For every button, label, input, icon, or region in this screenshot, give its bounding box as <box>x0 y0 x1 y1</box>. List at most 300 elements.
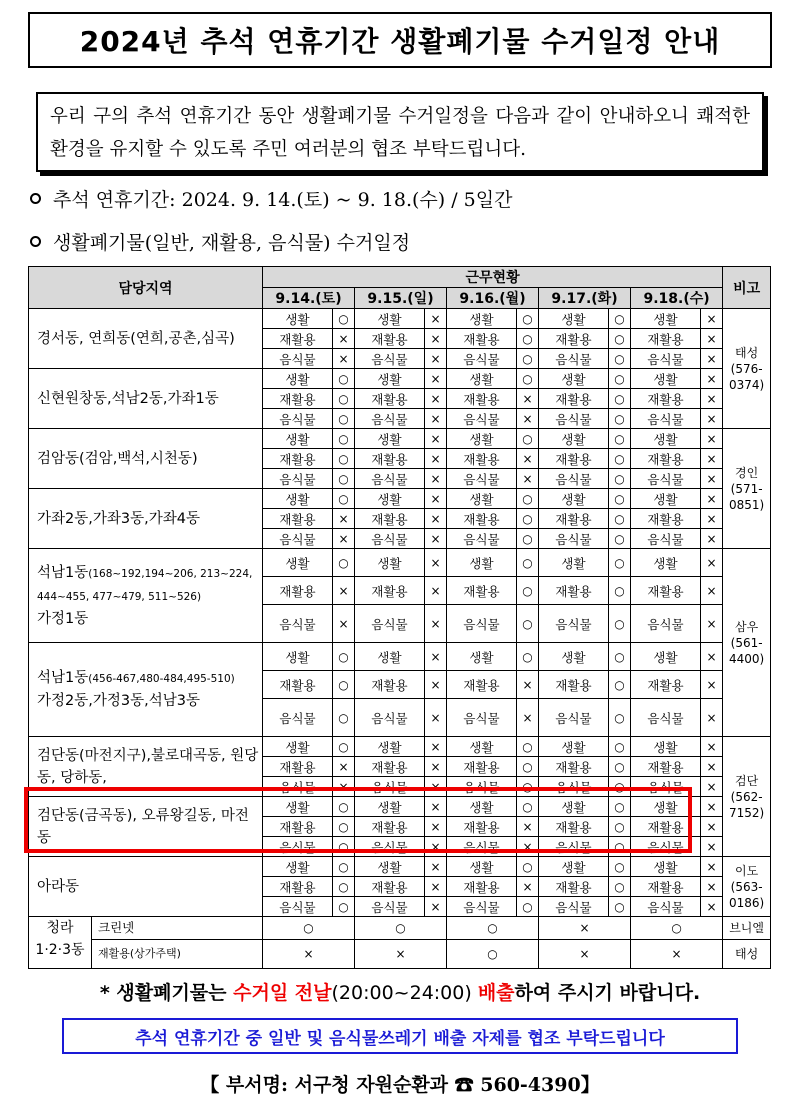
collection-mark: × <box>425 797 447 817</box>
collection-mark: × <box>333 509 355 529</box>
collection-mark: ○ <box>333 671 355 699</box>
collection-mark: ○ <box>609 777 631 797</box>
collection-mark: × <box>701 349 723 369</box>
waste-type: 재활용 <box>631 577 701 605</box>
waste-type: 생활 <box>355 643 425 671</box>
collection-mark: × <box>517 409 539 429</box>
contractor-note: 경인 (571- 0851) <box>723 429 771 549</box>
waste-type: 생활 <box>355 797 425 817</box>
collection-mark: × <box>701 737 723 757</box>
table-row <box>29 489 771 509</box>
waste-type: 음식물 <box>355 777 425 797</box>
waste-type: 음식물 <box>447 699 517 737</box>
collection-mark: × <box>425 857 447 877</box>
cheongna-cell <box>29 917 263 969</box>
contractor-note: 태성 (576- 0374) <box>723 309 771 429</box>
waste-type: 생활 <box>263 309 333 329</box>
waste-type: 생활 <box>263 429 333 449</box>
waste-type: 생활 <box>631 429 701 449</box>
collection-mark: × <box>701 389 723 409</box>
waste-type: 재활용 <box>447 817 517 837</box>
waste-type: 재활용 <box>631 389 701 409</box>
waste-type: 음식물 <box>631 605 701 643</box>
waste-type: 생활 <box>263 797 333 817</box>
table-row <box>29 917 771 940</box>
waste-type: 음식물 <box>263 349 333 369</box>
waste-type: 재활용 <box>447 449 517 469</box>
waste-type: 재활용 <box>631 449 701 469</box>
collection-mark: × <box>539 939 631 968</box>
collection-mark: × <box>701 671 723 699</box>
area-label: 청라 1·2·3동 <box>29 917 92 968</box>
collection-mark: ○ <box>517 777 539 797</box>
collection-mark: ○ <box>333 429 355 449</box>
waste-type: 재활용 <box>355 757 425 777</box>
waste-type: 생활 <box>355 549 425 577</box>
collection-mark: × <box>701 549 723 577</box>
collection-mark: ○ <box>333 469 355 489</box>
area-name <box>29 369 263 429</box>
collection-mark: ○ <box>609 429 631 449</box>
waste-type: 재활용 <box>539 577 609 605</box>
waste-type: 재활용 <box>355 877 425 897</box>
waste-type: 음식물 <box>447 777 517 797</box>
collection-mark: ○ <box>609 369 631 389</box>
collection-mark: × <box>701 309 723 329</box>
date-header: 9.15.(일) <box>355 288 447 309</box>
waste-type: 재활용 <box>631 509 701 529</box>
collection-mark: ○ <box>609 349 631 369</box>
waste-type: 생활 <box>355 737 425 757</box>
waste-type: 음식물 <box>539 605 609 643</box>
collection-mark: × <box>517 877 539 897</box>
waste-type: 재활용 <box>447 671 517 699</box>
collection-mark: × <box>539 917 631 940</box>
waste-type: 음식물 <box>447 349 517 369</box>
area-label: 석남1동 <box>37 670 89 686</box>
collection-mark: × <box>425 877 447 897</box>
header-area: 담당지역 <box>29 267 263 309</box>
collection-mark: ○ <box>333 643 355 671</box>
collection-mark: ○ <box>333 489 355 509</box>
collection-mark: × <box>701 857 723 877</box>
waste-type: 생활 <box>447 737 517 757</box>
disposal-notice <box>0 978 800 1005</box>
recycle-label: 재활용(상가주택) <box>98 947 181 960</box>
collection-mark: × <box>425 369 447 389</box>
bullet-circle-icon <box>30 193 41 204</box>
collection-mark: × <box>701 509 723 529</box>
notice-highlight: 수거일 전날 <box>233 982 332 1004</box>
waste-type: 재활용 <box>447 757 517 777</box>
area-name <box>29 643 263 737</box>
collection-mark: ○ <box>355 917 447 940</box>
collection-mark: ○ <box>609 817 631 837</box>
waste-type: 생활 <box>355 489 425 509</box>
waste-type: 음식물 <box>631 777 701 797</box>
collection-mark: × <box>333 757 355 777</box>
contractor-note: 검단 (562- 7152) <box>723 737 771 857</box>
waste-type: 생활 <box>539 797 609 817</box>
collection-mark: ○ <box>333 369 355 389</box>
collection-mark: × <box>701 429 723 449</box>
collection-mark: × <box>425 449 447 469</box>
collection-mark: × <box>425 777 447 797</box>
collection-mark: × <box>701 643 723 671</box>
waste-type: 음식물 <box>355 605 425 643</box>
collection-mark: ○ <box>263 917 355 940</box>
collection-mark: ○ <box>609 643 631 671</box>
waste-type: 재활용 <box>263 329 333 349</box>
area-label: 석남1동 <box>37 564 89 581</box>
collection-mark: × <box>701 409 723 429</box>
waste-type: 생활 <box>447 643 517 671</box>
waste-type: 음식물 <box>447 409 517 429</box>
collection-mark: × <box>701 469 723 489</box>
collection-mark: × <box>333 329 355 349</box>
waste-type: 생활 <box>539 549 609 577</box>
area-label: 신현원창동,석남2동,가좌1동 <box>37 390 219 407</box>
collection-mark: ○ <box>333 309 355 329</box>
schedule-heading <box>30 228 410 255</box>
area-label: 가좌2동,가좌3동,가좌4동 <box>37 510 200 527</box>
collection-mark: × <box>425 329 447 349</box>
collection-mark: ○ <box>609 529 631 549</box>
waste-type: 생활 <box>631 489 701 509</box>
collection-mark: × <box>333 605 355 643</box>
bullet-circle-icon <box>30 236 41 247</box>
table-row <box>29 857 771 877</box>
collection-mark: ○ <box>333 877 355 897</box>
waste-type: 재활용 <box>631 671 701 699</box>
waste-type: 음식물 <box>355 837 425 857</box>
waste-type: 생활 <box>539 429 609 449</box>
collection-mark: × <box>517 817 539 837</box>
waste-type: 생활 <box>447 429 517 449</box>
waste-type: 생활 <box>447 309 517 329</box>
waste-type: 재활용 <box>263 389 333 409</box>
collection-mark: ○ <box>609 409 631 429</box>
collection-mark: ○ <box>333 797 355 817</box>
collection-mark: × <box>425 671 447 699</box>
collection-mark: ○ <box>609 877 631 897</box>
notice-part: 하여 주시기 바랍니다. <box>514 982 701 1004</box>
collection-mark: ○ <box>609 549 631 577</box>
waste-type: 생활 <box>263 369 333 389</box>
collection-mark: × <box>701 449 723 469</box>
waste-type: 재활용 <box>355 449 425 469</box>
holiday-period <box>30 185 512 212</box>
waste-type: 재활용 <box>539 329 609 349</box>
waste-type: 음식물 <box>631 699 701 737</box>
waste-type: 음식물 <box>447 897 517 917</box>
area-name <box>29 857 263 917</box>
collection-mark: ○ <box>517 329 539 349</box>
waste-type: 재활용 <box>539 817 609 837</box>
collection-mark: ○ <box>333 737 355 757</box>
collection-mark: × <box>333 577 355 605</box>
waste-type: 재활용 <box>539 757 609 777</box>
area-label: 가정1동 <box>37 610 89 627</box>
collection-mark: × <box>425 897 447 917</box>
collection-mark: ○ <box>609 897 631 917</box>
waste-type: 생활 <box>263 643 333 671</box>
contractor-note: 삼우 (561- 4400) <box>723 549 771 737</box>
collection-mark: ○ <box>517 369 539 389</box>
collection-mark: × <box>701 577 723 605</box>
collection-mark: ○ <box>609 757 631 777</box>
area-subrange: (168~192,194~206, 213~224, 444~455, 477~479, 511~526) <box>37 567 253 603</box>
contractor-note: 이도 (563- 0186) <box>723 857 771 917</box>
waste-type: 음식물 <box>539 469 609 489</box>
waste-type: 재활용 <box>539 509 609 529</box>
table-row <box>29 643 771 671</box>
collection-mark: × <box>517 469 539 489</box>
request-banner: 추석 연휴기간 중 일반 및 음식물쓰레기 배출 자제를 협조 부탁드립니다 <box>62 1018 738 1054</box>
waste-type: 음식물 <box>631 349 701 369</box>
schedule-table <box>28 266 771 969</box>
waste-type: 재활용 <box>447 577 517 605</box>
collection-mark: ○ <box>517 349 539 369</box>
clean-label: 크린넷 <box>92 917 262 940</box>
collection-mark: × <box>517 449 539 469</box>
waste-type: 재활용 <box>447 509 517 529</box>
collection-mark: × <box>355 939 447 968</box>
collection-mark: ○ <box>609 699 631 737</box>
collection-mark: ○ <box>609 837 631 857</box>
area-label: 검단동(금곡동), 오류왕길동, 마전동 <box>37 807 249 846</box>
collection-mark: × <box>701 605 723 643</box>
collection-mark: ○ <box>631 917 723 940</box>
waste-type: 생활 <box>355 369 425 389</box>
collection-mark: × <box>701 817 723 837</box>
collection-mark: × <box>333 777 355 797</box>
waste-type: 재활용 <box>631 817 701 837</box>
collection-mark: ○ <box>517 643 539 671</box>
collection-mark: ○ <box>333 549 355 577</box>
notice-part: * 생활폐기물는 <box>99 982 234 1004</box>
collection-mark: ○ <box>333 699 355 737</box>
waste-type: 음식물 <box>447 605 517 643</box>
collection-mark: ○ <box>333 897 355 917</box>
collection-mark: × <box>425 489 447 509</box>
collection-mark: ○ <box>517 577 539 605</box>
collection-mark: ○ <box>609 509 631 529</box>
collection-mark: × <box>517 699 539 737</box>
collection-mark: × <box>425 837 447 857</box>
waste-type: 생활 <box>631 737 701 757</box>
header-status: 근무현황 <box>263 267 723 288</box>
collection-mark: ○ <box>517 737 539 757</box>
collection-mark: ○ <box>447 939 539 968</box>
collection-mark: × <box>425 757 447 777</box>
collection-mark: ○ <box>517 429 539 449</box>
waste-type: 생활 <box>539 309 609 329</box>
waste-type: 재활용 <box>263 577 333 605</box>
waste-type: 생활 <box>631 549 701 577</box>
department-contact: 【 부서명: 서구청 자원순환과 ☎ 560-4390】 <box>200 1074 600 1096</box>
waste-type: 음식물 <box>539 897 609 917</box>
collection-mark: × <box>425 643 447 671</box>
collection-mark: ○ <box>333 837 355 857</box>
waste-type: 재활용 <box>631 877 701 897</box>
collection-mark: ○ <box>517 605 539 643</box>
waste-type: 음식물 <box>263 777 333 797</box>
waste-type: 음식물 <box>355 699 425 737</box>
collection-mark: × <box>425 817 447 837</box>
collection-mark: ○ <box>609 469 631 489</box>
waste-type: 생활 <box>631 369 701 389</box>
area-label: 검단동(마전지구),불로대곡동, 원당동, 당하동, <box>37 747 259 786</box>
area-label: 경서동, 연희동(연희,공촌,심곡) <box>37 330 235 347</box>
collection-mark: ○ <box>447 917 539 940</box>
collection-mark: × <box>425 509 447 529</box>
table-row <box>29 797 771 817</box>
waste-type: 생활 <box>355 429 425 449</box>
notice-highlight: 배출 <box>477 982 515 1004</box>
contractor-note: 브니엘 <box>723 917 771 940</box>
waste-type: 음식물 <box>263 837 333 857</box>
waste-type: 재활용 <box>263 671 333 699</box>
page-title: 2024년 추석 연휴기간 생활폐기물 수거일정 안내 <box>28 12 772 68</box>
collection-mark: ○ <box>609 309 631 329</box>
waste-type: 재활용 <box>263 817 333 837</box>
waste-type: 음식물 <box>631 897 701 917</box>
collection-mark: × <box>425 737 447 757</box>
area-name <box>29 549 263 643</box>
collection-mark: ○ <box>517 757 539 777</box>
area-subrange: (456-467,480-484,495-510) <box>88 673 235 685</box>
collection-mark: ○ <box>609 329 631 349</box>
waste-type: 재활용 <box>539 389 609 409</box>
intro-text: 우리 구의 추석 연휴기간 동안 생활폐기물 수거일정을 다음과 같이 안내하오니 쾌적한 환경을 유지할 수 있도록 주민 여러분의 협조 부탁드립니다. <box>36 92 764 172</box>
collection-mark: × <box>701 529 723 549</box>
waste-type: 음식물 <box>631 469 701 489</box>
collection-mark: ○ <box>333 449 355 469</box>
area-name <box>29 737 263 797</box>
waste-type: 생활 <box>447 369 517 389</box>
collection-mark: ○ <box>609 605 631 643</box>
waste-type: 음식물 <box>631 837 701 857</box>
waste-type: 음식물 <box>355 349 425 369</box>
collection-mark: × <box>333 349 355 369</box>
waste-type: 음식물 <box>263 897 333 917</box>
waste-type: 생활 <box>447 857 517 877</box>
waste-type: 재활용 <box>631 757 701 777</box>
collection-mark: × <box>425 529 447 549</box>
area-name <box>29 797 263 857</box>
waste-type: 재활용 <box>355 509 425 529</box>
collection-mark: ○ <box>517 857 539 877</box>
collection-mark: × <box>701 699 723 737</box>
collection-mark: × <box>517 837 539 857</box>
collection-mark: ○ <box>609 577 631 605</box>
waste-type: 음식물 <box>447 529 517 549</box>
area-name <box>29 309 263 369</box>
collection-mark: × <box>425 429 447 449</box>
collection-mark: ○ <box>333 857 355 877</box>
collection-mark: × <box>425 409 447 429</box>
table-row <box>29 549 771 577</box>
collection-mark: ○ <box>609 797 631 817</box>
waste-type: 음식물 <box>447 837 517 857</box>
waste-type: 생활 <box>539 737 609 757</box>
collection-mark: × <box>425 309 447 329</box>
area-name <box>29 429 263 489</box>
waste-type: 음식물 <box>355 469 425 489</box>
waste-type: 생활 <box>539 643 609 671</box>
waste-type: 재활용 <box>539 449 609 469</box>
collection-mark: ○ <box>333 409 355 429</box>
waste-type: 음식물 <box>263 605 333 643</box>
waste-type: 음식물 <box>539 529 609 549</box>
waste-type: 음식물 <box>355 897 425 917</box>
collection-mark: ○ <box>517 309 539 329</box>
waste-type: 생활 <box>631 309 701 329</box>
waste-type: 음식물 <box>263 699 333 737</box>
waste-type: 재활용 <box>263 449 333 469</box>
collection-mark: ○ <box>517 529 539 549</box>
collection-mark: × <box>631 939 723 968</box>
collection-mark: ○ <box>517 797 539 817</box>
holiday-period-text: 추석 연휴기간: 2024. 9. 14.(토) ~ 9. 18.(수) / 5일간 <box>53 189 513 211</box>
collection-mark: ○ <box>333 817 355 837</box>
collection-mark: × <box>263 939 355 968</box>
collection-mark: ○ <box>517 549 539 577</box>
waste-type: 재활용 <box>447 329 517 349</box>
waste-type: 재활용 <box>447 389 517 409</box>
collection-mark: × <box>701 897 723 917</box>
collection-mark: × <box>425 549 447 577</box>
waste-type: 음식물 <box>539 777 609 797</box>
waste-type: 음식물 <box>631 529 701 549</box>
waste-type: 생활 <box>539 369 609 389</box>
collection-mark: ○ <box>609 489 631 509</box>
collection-mark: × <box>701 877 723 897</box>
date-header: 9.18.(수) <box>631 288 723 309</box>
area-label: 검암동(검암,백석,시천동) <box>37 450 198 467</box>
date-header: 9.17.(화) <box>539 288 631 309</box>
waste-type: 생활 <box>631 857 701 877</box>
collection-mark: × <box>425 349 447 369</box>
waste-type: 재활용 <box>263 509 333 529</box>
collection-mark: ○ <box>517 897 539 917</box>
collection-mark: × <box>333 529 355 549</box>
waste-type: 음식물 <box>631 409 701 429</box>
waste-type: 음식물 <box>263 409 333 429</box>
notice-part: (20:00~24:00) <box>331 982 478 1004</box>
collection-mark: ○ <box>609 857 631 877</box>
collection-mark: × <box>425 605 447 643</box>
waste-type: 음식물 <box>447 469 517 489</box>
waste-type: 생활 <box>447 797 517 817</box>
waste-type: 음식물 <box>263 469 333 489</box>
area-name <box>29 489 263 549</box>
collection-mark: ○ <box>609 389 631 409</box>
waste-type: 음식물 <box>539 409 609 429</box>
collection-mark: × <box>701 369 723 389</box>
collection-mark: × <box>701 757 723 777</box>
collection-mark: × <box>701 797 723 817</box>
collection-mark: × <box>517 389 539 409</box>
waste-type: 생활 <box>539 857 609 877</box>
waste-type: 생활 <box>447 489 517 509</box>
waste-type: 재활용 <box>263 877 333 897</box>
collection-mark: × <box>701 329 723 349</box>
collection-mark: × <box>425 469 447 489</box>
waste-type: 생활 <box>263 737 333 757</box>
waste-type: 음식물 <box>539 837 609 857</box>
